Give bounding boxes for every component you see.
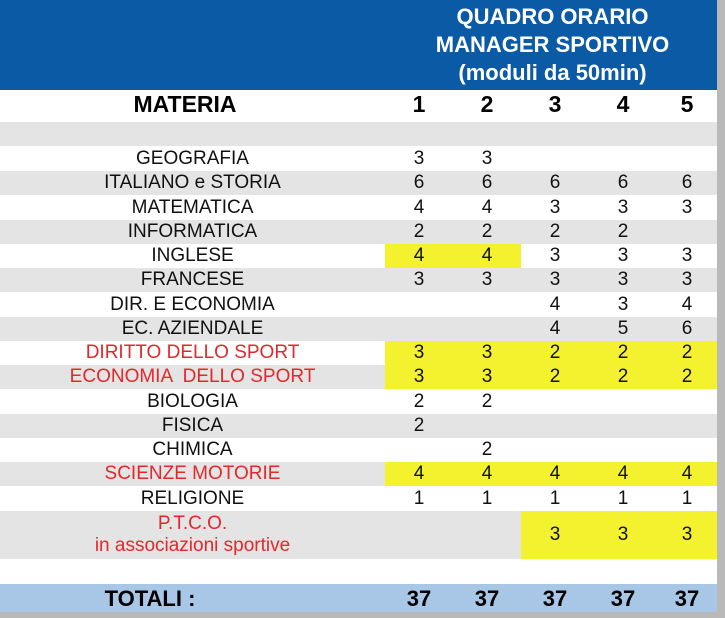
- hours-year-3: 4: [549, 294, 561, 315]
- hours-year-3: 2: [549, 221, 561, 242]
- hours-year-5: 4: [681, 294, 693, 315]
- subject-name: DIRITTO DELLO SPORT: [85, 342, 300, 363]
- hours-year-3: 3: [549, 245, 561, 266]
- table-row: [0, 414, 717, 438]
- hours-year-5: 2: [657, 365, 717, 389]
- table-row: [0, 244, 717, 268]
- hours-year-1: 4: [385, 462, 453, 486]
- hours-year-1: [385, 511, 453, 559]
- hours-year-4: 3: [617, 197, 629, 218]
- title-line-1: QUADRO ORARIO: [456, 4, 649, 29]
- hours-year-4: [589, 438, 657, 462]
- hours-year-3: 3: [521, 511, 589, 559]
- hours-year-2: 4: [453, 462, 521, 486]
- hours-year-2: [453, 414, 521, 438]
- subject-name: MATEMATICA: [131, 197, 254, 218]
- hours-year-2: 3: [481, 269, 493, 290]
- subject-name: FRANCESE: [140, 269, 245, 290]
- subject-name: EC. AZIENDALE: [121, 318, 264, 339]
- hours-year-1: 3: [385, 365, 453, 389]
- year-header-2: 2: [480, 91, 494, 117]
- hours-year-2: 4: [453, 244, 521, 268]
- hours-year-4: 5: [617, 318, 629, 339]
- total-year-3: 37: [542, 586, 568, 611]
- table-row: [0, 462, 717, 486]
- hours-year-2: 3: [453, 365, 521, 389]
- subject-name: INGLESE: [151, 245, 234, 266]
- hours-year-1: 1: [413, 488, 425, 509]
- year-header-3: 3: [548, 91, 562, 117]
- hours-year-2: 6: [481, 172, 493, 193]
- hours-year-5: 4: [657, 462, 717, 486]
- subject-name: ECONOMIA DELLO SPORT: [69, 366, 316, 387]
- hours-year-2: 3: [481, 148, 493, 169]
- hours-year-1: 2: [413, 221, 425, 242]
- hours-year-4: 2: [589, 341, 657, 365]
- ptco-label-line-2: in associazioni sportive: [94, 535, 291, 556]
- hours-year-1: 3: [413, 269, 425, 290]
- hours-year-3: 3: [549, 197, 561, 218]
- hours-year-4: [589, 390, 657, 414]
- hours-year-5: 3: [657, 511, 717, 559]
- hours-year-4: 3: [617, 294, 629, 315]
- hours-year-5: 3: [681, 245, 693, 266]
- ptco-label-line-1: P.T.C.O.: [157, 513, 228, 534]
- table-row: [0, 171, 717, 195]
- title-line-3: (moduli da 50min): [458, 60, 647, 85]
- hours-year-5: [657, 390, 717, 414]
- total-year-5: 37: [674, 586, 700, 611]
- hours-year-2: 3: [453, 341, 521, 365]
- hours-year-3: 2: [521, 365, 589, 389]
- hours-year-5: 2: [657, 341, 717, 365]
- ptco-label: [0, 511, 385, 559]
- title-line-2: MANAGER SPORTIVO: [435, 32, 670, 57]
- hours-year-4: 2: [617, 221, 629, 242]
- hours-year-2: 1: [481, 488, 493, 509]
- hours-year-5: 3: [681, 269, 693, 290]
- table-row: [0, 341, 717, 365]
- hours-year-3: 1: [549, 488, 561, 509]
- hours-year-4: 3: [589, 511, 657, 559]
- subject-name: RELIGIONE: [140, 488, 245, 509]
- hours-year-5: 6: [681, 318, 693, 339]
- totals-row: [0, 584, 717, 612]
- hours-year-3: [521, 414, 589, 438]
- subject-name: DIR. E ECONOMIA: [110, 294, 275, 315]
- hours-year-5: 1: [681, 488, 693, 509]
- hours-year-5: [657, 220, 717, 244]
- hours-year-1: [385, 317, 453, 341]
- hours-year-1: 2: [413, 415, 425, 436]
- hours-year-1: [385, 293, 453, 317]
- table-row: [0, 196, 717, 220]
- table-row: [0, 365, 717, 389]
- hours-year-3: [521, 147, 589, 171]
- total-year-2: 37: [474, 586, 500, 611]
- hours-year-2: 2: [481, 439, 493, 460]
- subject-name: BIOLOGIA: [147, 391, 238, 412]
- table-row: [0, 220, 717, 244]
- table-row: [0, 293, 717, 317]
- hours-year-1: 4: [413, 197, 425, 218]
- hours-year-1: [385, 438, 453, 462]
- column-header-row: [0, 90, 717, 118]
- hours-year-3: [521, 438, 589, 462]
- hours-year-5: 6: [681, 172, 693, 193]
- hours-year-5: [657, 414, 717, 438]
- hours-year-2: 2: [481, 221, 493, 242]
- subject-name: INFORMATICA: [127, 221, 258, 242]
- hours-year-4: [589, 414, 657, 438]
- hours-year-3: 4: [549, 318, 561, 339]
- table-row: [0, 147, 717, 171]
- year-header-5: 5: [680, 91, 694, 117]
- hours-year-2: 2: [481, 391, 493, 412]
- ptco-row: [0, 511, 717, 559]
- hours-year-4: 3: [617, 269, 629, 290]
- hours-year-1: 3: [385, 341, 453, 365]
- hours-year-4: [589, 147, 657, 171]
- hours-year-4: 2: [589, 365, 657, 389]
- title-banner: [0, 0, 717, 90]
- table-row: [0, 438, 717, 462]
- totals-label: TOTALI :: [104, 586, 196, 611]
- hours-year-3: 3: [549, 269, 561, 290]
- hours-year-1: 3: [413, 148, 425, 169]
- year-header-4: 4: [616, 91, 630, 117]
- subject-name: GEOGRAFIA: [136, 148, 249, 169]
- hours-year-4: 1: [617, 488, 629, 509]
- hours-year-2: [453, 293, 521, 317]
- hours-year-5: [657, 147, 717, 171]
- hours-year-3: [521, 390, 589, 414]
- hours-year-4: 6: [617, 172, 629, 193]
- hours-year-4: 4: [589, 462, 657, 486]
- subject-name: ITALIANO e STORIA: [104, 172, 281, 193]
- table-title: [390, 3, 715, 87]
- hours-year-3: 6: [549, 172, 561, 193]
- table-row: [0, 317, 717, 341]
- total-year-1: 37: [406, 586, 432, 611]
- hours-year-3: 4: [521, 462, 589, 486]
- hours-year-1: 2: [413, 391, 425, 412]
- year-header-1: 1: [412, 91, 426, 117]
- subject-name: SCIENZE MOTORIE: [104, 463, 281, 484]
- table-row: [0, 487, 717, 511]
- subject-name: CHIMICA: [152, 439, 233, 460]
- table-row: [0, 268, 717, 292]
- hours-year-3: 2: [521, 341, 589, 365]
- spacer-row: [0, 122, 717, 146]
- hours-year-4: 3: [617, 245, 629, 266]
- hours-year-1: 4: [385, 244, 453, 268]
- hours-year-5: 3: [681, 197, 693, 218]
- subject-column-header: MATERIA: [133, 91, 237, 117]
- hours-year-2: 4: [481, 197, 493, 218]
- hours-year-1: 6: [413, 172, 425, 193]
- hours-year-2: [453, 511, 521, 559]
- hours-year-5: [657, 438, 717, 462]
- hours-year-2: [453, 317, 521, 341]
- subject-name: FISICA: [161, 415, 224, 436]
- total-year-4: 37: [610, 586, 636, 611]
- table-row: [0, 390, 717, 414]
